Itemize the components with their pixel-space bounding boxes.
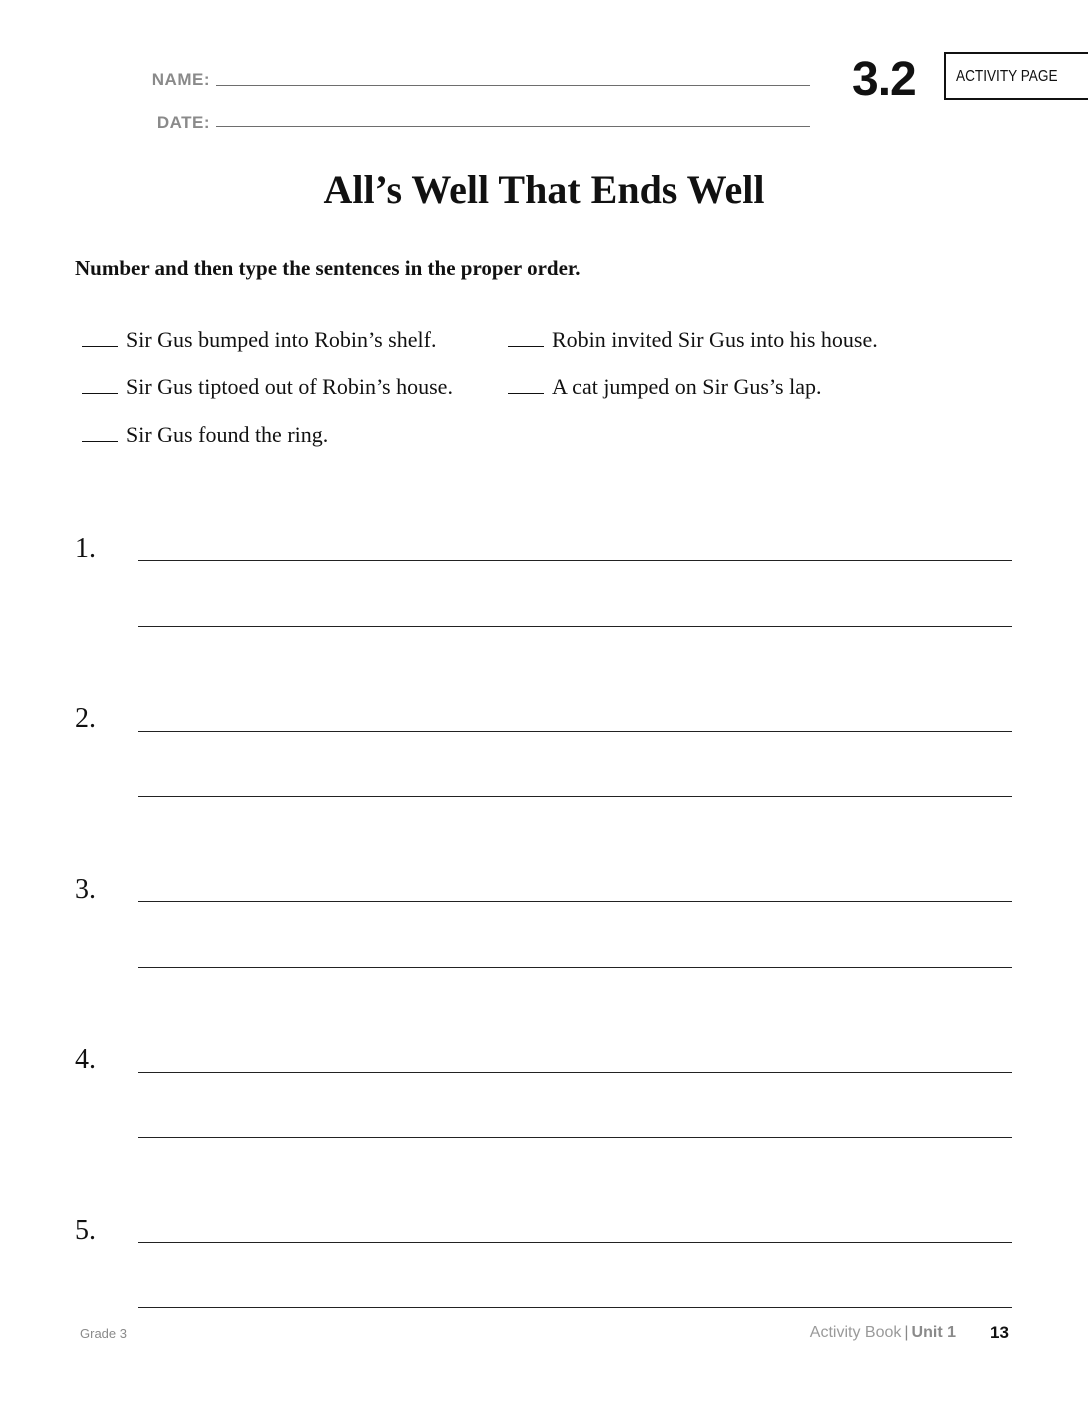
answer-line-3b[interactable] (138, 967, 1012, 968)
footer-book: Activity Book (809, 1324, 902, 1341)
order-blank[interactable] (82, 375, 118, 394)
page-number: 13 (990, 1323, 1009, 1342)
footer-book-info (810, 1324, 956, 1342)
sentence-text: Sir Gus bumped into Robin’s shelf. (126, 327, 437, 352)
sentence-item (82, 374, 453, 400)
page-title: All’s Well That Ends Well (323, 167, 765, 212)
sentence-item (82, 422, 328, 448)
name-label: NAME: (151, 70, 210, 89)
answer-number-3: 3. (75, 874, 96, 905)
answer-line-4b[interactable] (138, 1137, 1012, 1138)
footer-separator: | (904, 1324, 909, 1341)
answer-line-5a[interactable] (138, 1242, 1012, 1243)
name-field[interactable] (216, 85, 810, 86)
sentence-item (82, 327, 436, 353)
footer-unit: Unit 1 (911, 1324, 956, 1341)
answer-number-1: 1. (75, 533, 96, 564)
answer-number-2: 2. (75, 703, 96, 734)
activity-page-box (944, 52, 1088, 100)
date-field[interactable] (216, 126, 810, 127)
answer-line-4a[interactable] (138, 1072, 1012, 1073)
order-blank[interactable] (82, 328, 118, 347)
sentence-text: A cat jumped on Sir Gus’s lap. (552, 374, 822, 399)
sentence-item (508, 374, 821, 400)
instructions: Number and then type the sentences in the proper order. (75, 256, 581, 280)
answer-line-1b[interactable] (138, 626, 1012, 627)
answer-number-4: 4. (75, 1044, 96, 1075)
order-blank[interactable] (508, 328, 544, 347)
answer-line-2a[interactable] (138, 731, 1012, 732)
order-blank[interactable] (82, 423, 118, 442)
lesson-number: 3.2 (852, 53, 916, 106)
answer-line-2b[interactable] (138, 796, 1012, 797)
date-label: DATE: (156, 113, 210, 132)
answer-line-3a[interactable] (138, 901, 1012, 902)
activity-page-label: ACTIVITY PAGE (956, 68, 1058, 85)
sentence-text: Sir Gus tiptoed out of Robin’s house. (126, 374, 453, 399)
footer-grade: Grade 3 (80, 1326, 127, 1341)
sentence-text: Sir Gus found the ring. (126, 422, 329, 447)
sentence-item (508, 327, 878, 353)
answer-number-5: 5. (75, 1215, 96, 1246)
sentence-text: Robin invited Sir Gus into his house. (552, 327, 878, 352)
answer-line-1a[interactable] (138, 560, 1012, 561)
order-blank[interactable] (508, 375, 544, 394)
answer-line-5b[interactable] (138, 1307, 1012, 1308)
